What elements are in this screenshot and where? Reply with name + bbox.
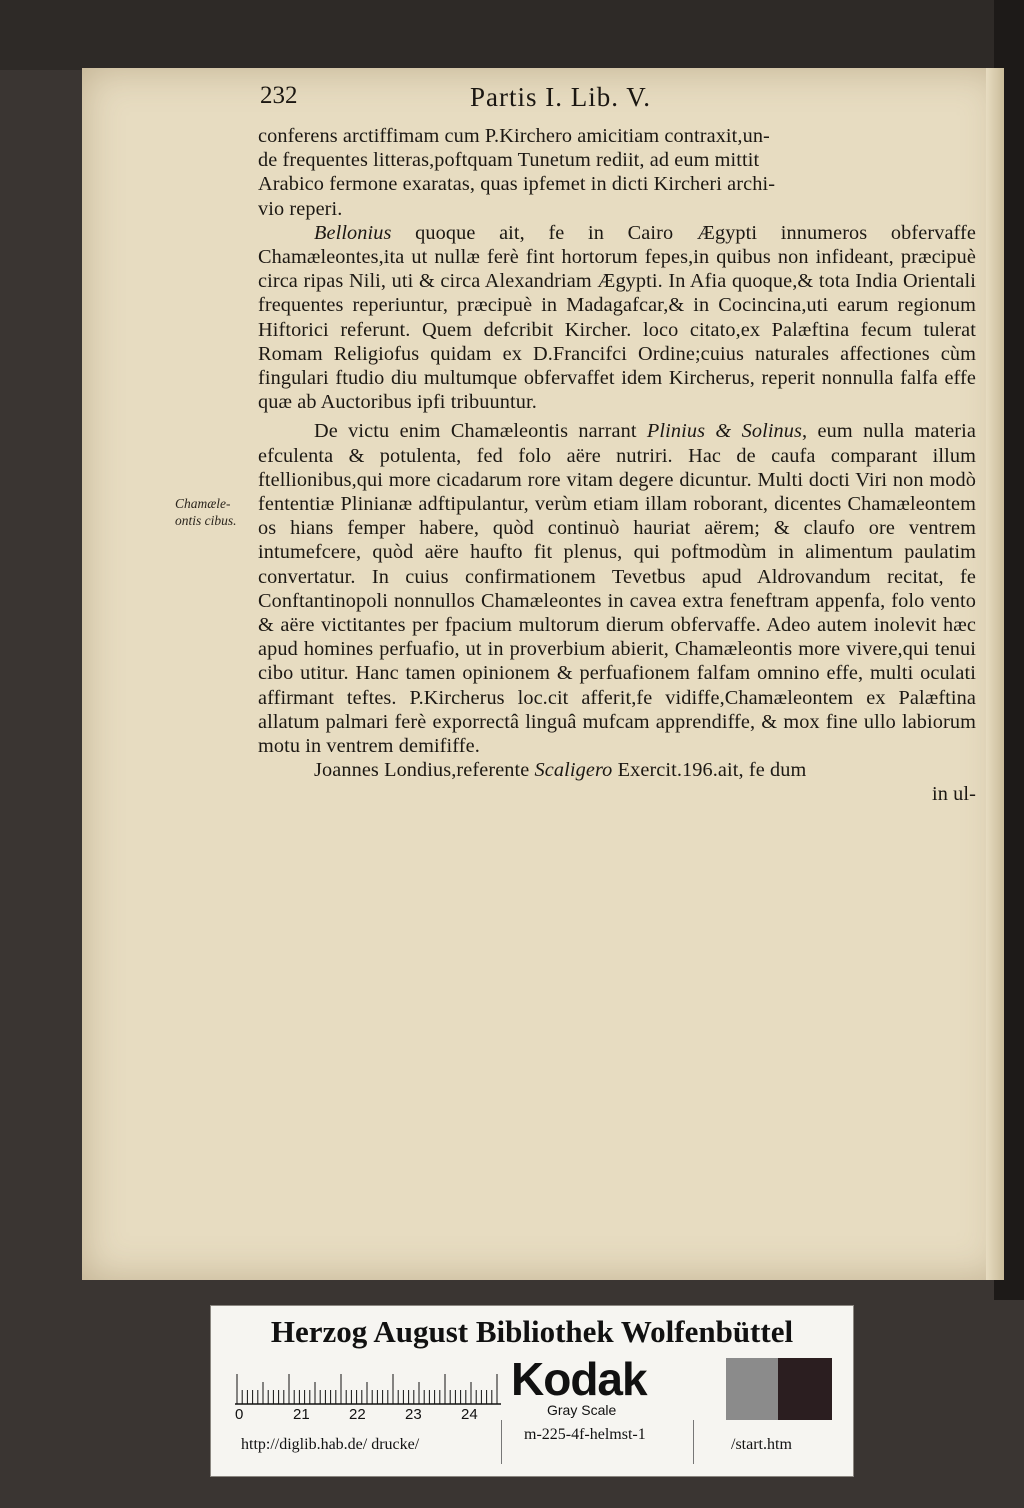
gray-scale-label: Gray Scale	[547, 1402, 617, 1418]
page-number: 232	[260, 82, 298, 109]
marginal-note-line: ontis cibus.	[175, 513, 237, 528]
text-line: Arabico fermone exaratas, quas ipfemet in dicti Kircheri archi-	[258, 173, 776, 196]
scan-backdrop-top	[0, 0, 1024, 70]
page-fold-shadow	[986, 68, 1004, 1280]
scale-label: 23	[405, 1406, 422, 1423]
scale-ruler	[235, 1356, 501, 1406]
text-line: de frequentes litteras,poftquam Tunetum rediit, ad eum mittit	[258, 149, 760, 172]
running-head: Partis I. Lib. V.	[470, 82, 652, 112]
catchword: in ul-	[932, 783, 976, 806]
card-divider	[501, 1420, 502, 1464]
author-name: Plinius	[646, 420, 706, 443]
paragraph-text: De victu enim Chamæleontis narrant	[314, 420, 647, 443]
page-header	[260, 82, 780, 122]
author-name: Bellonius	[314, 221, 392, 244]
library-name: Herzog August Bibliothek Wolfenbüttel	[270, 1314, 794, 1349]
gray-swatch	[726, 1358, 778, 1420]
paragraph-text: Joannes Londius,referente	[314, 759, 535, 782]
scale-label: 24	[461, 1406, 478, 1423]
shelfmark: m-225-4f-helmst-1	[524, 1426, 646, 1443]
scale-label: 22	[349, 1406, 366, 1423]
url-suffix: /start.htm	[731, 1436, 792, 1453]
text-line: vio reperi.	[258, 197, 343, 220]
scan-target-card	[210, 1305, 854, 1477]
body-text	[258, 124, 976, 807]
marginal-note	[175, 495, 255, 529]
paragraph-bellonius	[258, 221, 976, 415]
kodak-logo: Kodak	[511, 1353, 647, 1405]
scale-label: 0	[235, 1406, 244, 1423]
ampersand: &	[705, 420, 742, 443]
paragraph-text: , eum nulla materia efculenta & potulenta, fed folo aëre nutriri. Hac de caufa comparant illum ftellionibus,qui more cicadarum rore vitam degere dicuntur. Multi docti Viri non modò fententiæ Plinianæ adftipulantur, verùm etiam illam roborant, dicentes Chamæleontem os hians femper habere, quòd continuò hauriat aërem; & claufo ore ventrem intumefcere, quòd aëre haufto fit plenus, qui poftmodùm in alimentum paulatim convertatur. In cuius confirmationem Tevetbus apud Aldrovandum recitat, fe Conftantinopoli nonnullos Chamæleontes in cavea extra feneftram appenfa, folo vento & aëre victitantes per fpacium multorum dierum obfervaffe. Adeo autem inolevit hæc apud homines perfuafio, ut in proverbium abierit, Chamæleontis more vivere,qui tenui cibo utitur. Hanc tamen opinionem & perfuafionem falfam omnino effe, multi oculati affirmant teftes. P.Kircherus loc.cit afferit,fe vidiffe,Chamæleontem ex Palæftina allatum palmari ferè exporrectâ linguâ mufcam apprendiffe, & mox fine ullo labiorum motu in ventrem demififfe.	[258, 420, 976, 758]
paragraph-text: Exercit.196.ait, fe dum	[612, 759, 807, 782]
author-name: Scaligero	[534, 759, 613, 782]
dark-swatch	[778, 1358, 832, 1420]
paragraph-londius	[258, 758, 976, 782]
card-divider	[693, 1420, 694, 1464]
paragraph-text: quoque ait, fe in Cairo Ægypti innumeros obfervaffe Chamæleontes,ita ut nullæ ferè fint hortorum fepes,in quibus non infideant, præcipuè circa ripas Nili, uti & circa Alexandriam Ægypti. In Afia quoque,& tota India Orientali frequentes reperiuntur, præcipuè in Madagafcar,& in Cocincina,uti earum regionum Hiftorici referunt. Quem defcribit Kircher. loco citato,ex Palæftina fecum tulerat Romam Religiofus quidam ex D.Francifci Ordine;cuius naturales affectiones cùm fingulari ftudio diu multumque obfervaffet idem Kircherus, reperit nonnulla falfa effe quæ ab Auctoribus ipfi tribuuntur.	[258, 221, 976, 414]
author-name: Solinus	[741, 420, 803, 443]
paragraph-victus	[258, 419, 976, 758]
text-line: conferens arctiffimam cum P.Kirchero amicitiam contraxit,un-	[258, 125, 770, 147]
scale-label: 21	[293, 1406, 310, 1423]
marginal-note-line: Chamæle-	[175, 496, 231, 511]
url-prefix: http://diglib.hab.de/ drucke/	[241, 1436, 420, 1453]
